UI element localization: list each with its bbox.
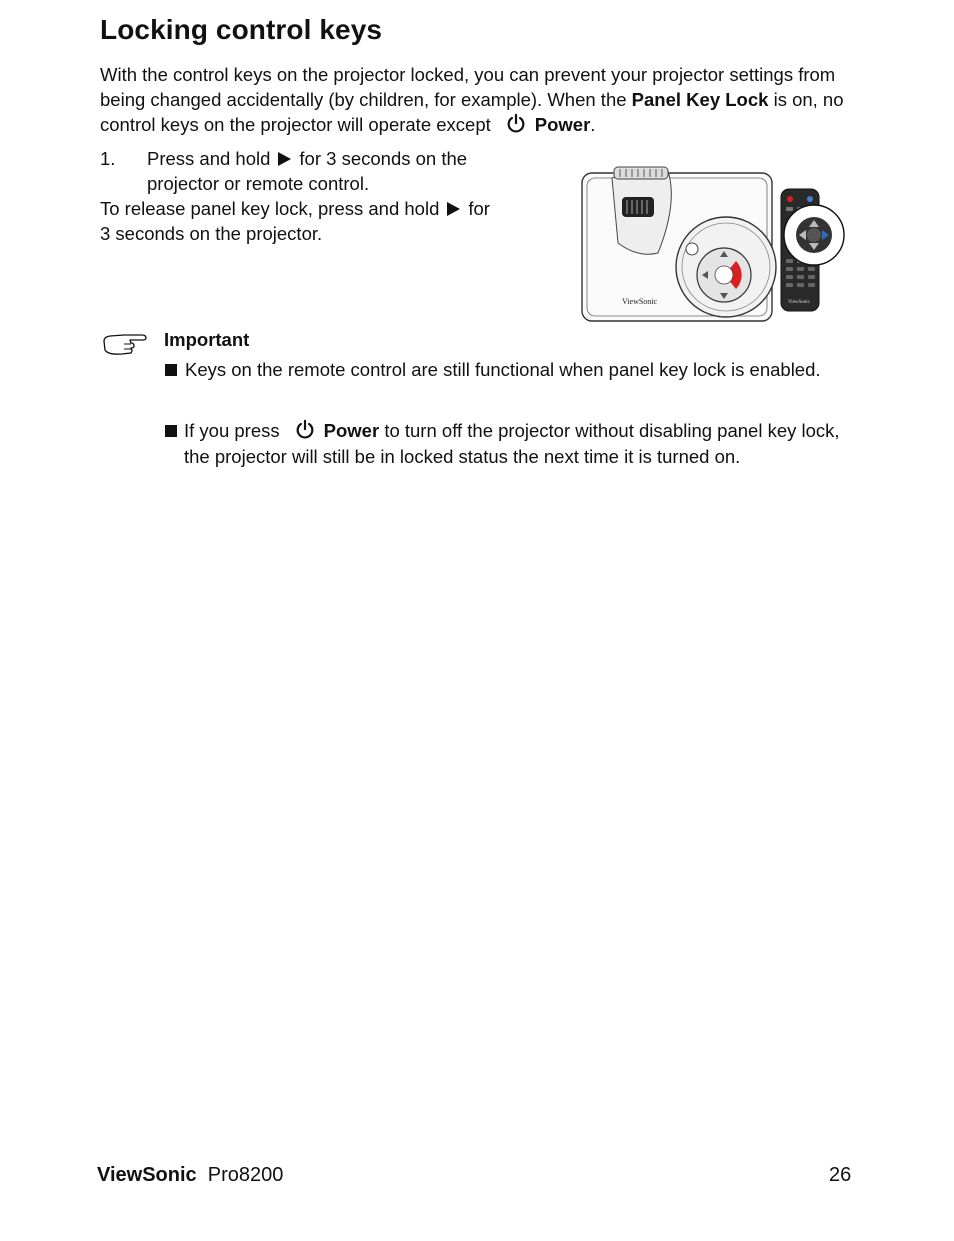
footer-model: Pro8200 [207, 1164, 284, 1186]
page-title: Locking control keys [100, 14, 383, 45]
step-1-text: Press and hold for 3 seconds on the projector or remote control. [147, 148, 468, 194]
panel-key-lock-label: Panel Key Lock [631, 89, 769, 110]
important-bullet-2: If you press Power to turn off the projector without disabling panel key lock, the projector will still be in locked status the next time it is turned on. [165, 418, 855, 470]
power-label: Power [534, 114, 591, 135]
right-arrow-icon [278, 152, 291, 166]
important-bullet-1: Keys on the remote control are still functional when panel key lock is enabled. [165, 357, 855, 383]
right-arrow-icon [447, 202, 460, 216]
projector-brand-label: ViewSonic [622, 297, 658, 306]
projector-illustration [578, 163, 848, 325]
pointing-hand-icon [102, 331, 148, 357]
intro-text-1: With the control keys on the projector locked, you can prevent your projector settings from being changed accidentally (by children, for example). When the [100, 64, 836, 110]
intro-paragraph: With the control keys on the projector locked, you can prevent your projector settings from being changed accidentally (by children, for example). When the Panel Key Lock is on, no control keys on the projector will operate except Power. [100, 64, 844, 135]
footer-brand: ViewSonic [97, 1164, 197, 1186]
power-icon [294, 419, 316, 441]
page-number: 26 [829, 1164, 852, 1186]
bullet-square-icon [165, 425, 177, 437]
bullet-square-icon [165, 364, 177, 376]
step-number: 1. [100, 148, 116, 169]
intro-text-2: is on, no control keys on the projector will operate except [100, 89, 844, 135]
svg-text:ViewSonic: ViewSonic [788, 300, 810, 305]
important-heading: Important [164, 329, 250, 350]
footer-brand-model [97, 1164, 283, 1187]
power-icon [505, 113, 527, 135]
release-text: To release panel key lock, press and hold for 3 seconds on the projector. [100, 198, 490, 244]
